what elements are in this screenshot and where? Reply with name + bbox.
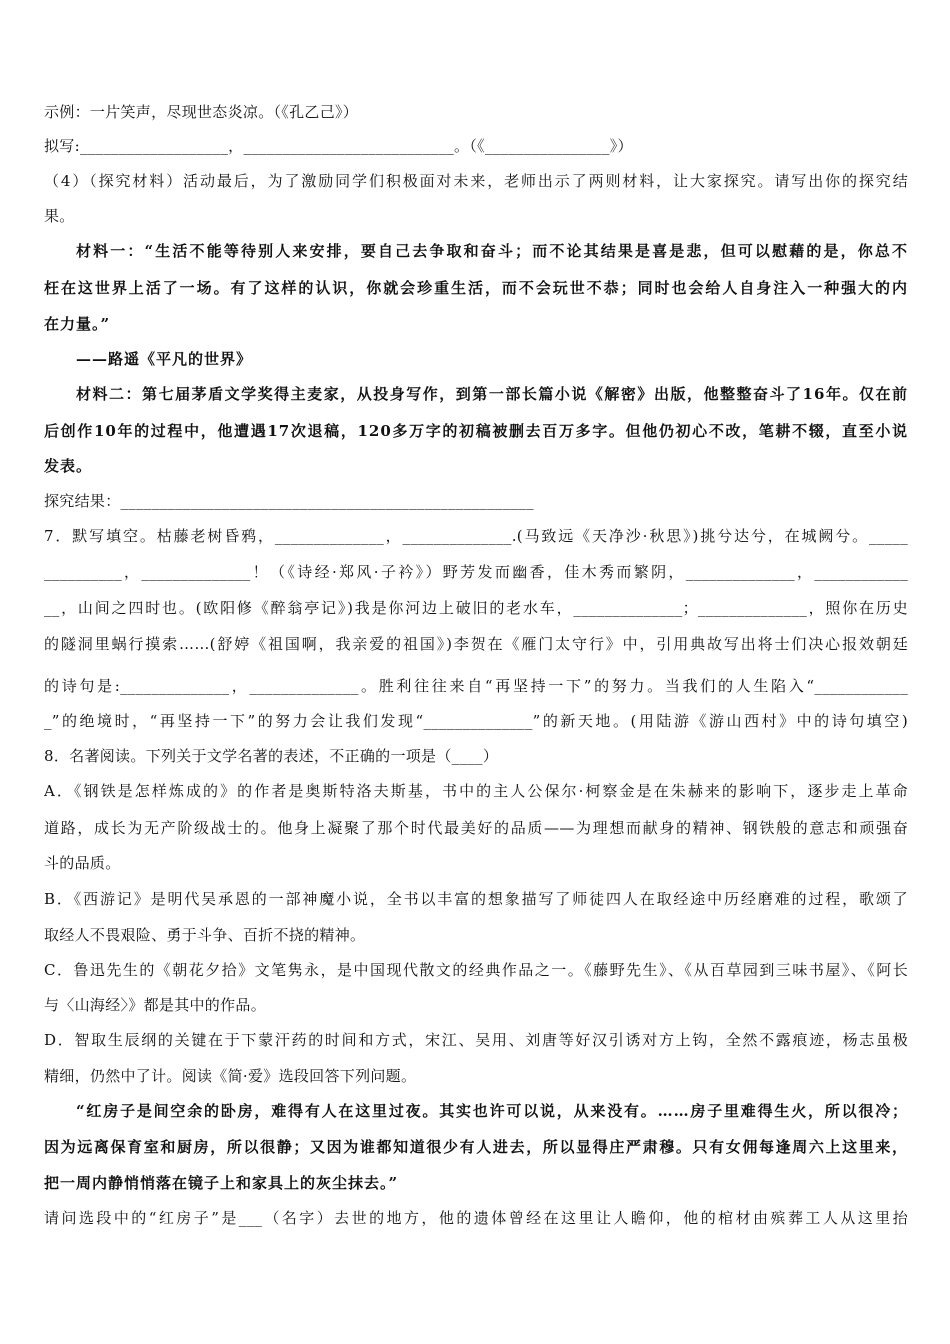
material-one: 材料一：“生活不能等待别人来安排，要自己去争取和奋斗；而不论其结果是喜是悲，但可以慰藉的是，你总不 — [76, 242, 908, 260]
exploration-result-line: 探究结果：_____________________________________________________ — [44, 492, 534, 510]
question-7-cont: 的隧洞里蜗行摸索……(舒婷《祖国啊，我亲爱的祖国》)李贺在《雁门太守行》中，引用典故写出将士们决心报效朝廷 — [44, 635, 908, 653]
material-one-end: 在力量。” — [44, 315, 111, 333]
jane-eyre-excerpt: “红房子是间空余的卧房，难得有人在这里过夜。其实也许可以说，从来没有。……房子里难得生火，所以很冷； — [76, 1102, 908, 1120]
option-b-end: 取经人不畏艰险、勇于斗争、百折不挠的精神。 — [44, 926, 366, 944]
material-two: 材料二：第七届茅盾文学奖得主麦家，从投身写作，到第一部长篇小说《解密》出版，他整整奋斗了16年。仅在前 — [76, 385, 908, 403]
option-d: D．智取生辰纲的关键在于下蒙汗药的时间和方式，宋江、吴用、刘唐等好汉引诱对方上钩，全然不露痕迹，杨志虽极 — [44, 1031, 908, 1049]
question-7: 7．默写填空。枯藤老树昏鸦，______________，______________.(马致远《天净沙·秋思》)挑兮达兮，在城阙兮。_____ — [44, 527, 908, 545]
jane-eyre-excerpt-cont: 因为远离保育室和厨房，所以很静；又因为谁都知道很少有人进去，所以显得庄严肃穆。只有女佣每逢周六上这里来， — [44, 1138, 908, 1156]
question-4-prompt-cont: 果。 — [44, 207, 75, 225]
question-8: 8．名著阅读。下列关于文学名著的表述，不正确的一项是（____） — [44, 747, 499, 765]
imitation-answer-line: 拟写:___________________，___________________________。（《________________》） — [44, 137, 633, 155]
option-a-end: 斗的品质。 — [44, 854, 121, 872]
option-c: C．鲁迅先生的《朝花夕拾》文笔隽永，是中国现代散文的经典作品之一。《藤野先生》、《从百草园到三味书屋》、《阿长 — [44, 961, 908, 979]
option-a: A．《钢铁是怎样炼成的》的作者是奥斯特洛夫斯基，书中的主人公保尔·柯察金是在朱赫来的影响下，逐步走上革命 — [44, 782, 908, 800]
question-7-cont: __，山间之四时也。(欧阳修《醉翁亭记》)我是你河边上破旧的老水车，______________；______________，照你在历史 — [44, 599, 908, 617]
material-two-cont: 后创作10年的过程中，他遭遇17次退稿，120多万字的初稿被删去百万多字。但他仍初心不改，笔耕不辍，直至小说 — [44, 422, 908, 440]
red-room-question: 请问选段中的“红房子”是___（名字）去世的地方，他的遗体曾经在这里让人瞻仰，他的棺材由殡葬工人从这里抬 — [44, 1209, 908, 1227]
question-7-cont: 的诗句是:______________，______________。胜利往往来自“再坚持一下”的努力。当我们的人生陷入“____________ — [44, 677, 908, 695]
question-7-end: _”的绝境时，“再坚持一下”的努力会让我们发现“______________”的新天地。(用陆游《游山西村》中的诗句填空) — [44, 712, 908, 730]
material-one-source: ——路遥《平凡的世界》 — [76, 350, 253, 368]
option-a-cont: 道路，成长为无产阶级战士的。他身上凝聚了那个时代最美好的品质——为理想而献身的精神、钢铁般的意志和顽强奋 — [44, 819, 908, 837]
option-d-end: 精细，仍然中了计。阅读《简·爱》选段回答下列问题。 — [44, 1067, 417, 1085]
example-line: 示例：一片笑声，尽现世态炎凉。（《孔乙己》） — [44, 103, 359, 121]
question-4-prompt: （4）（探究材料）活动最后，为了激励同学们积极面对未来，老师出示了两则材料，让大家探究。请写出你的探究结 — [44, 172, 908, 190]
option-c-end: 与〈山海经〉》都是其中的作品。 — [44, 996, 267, 1014]
jane-eyre-excerpt-end: 把一周内静悄悄落在镜子上和家具上的灰尘抹去。” — [44, 1174, 399, 1192]
question-7-cont: __________，______________！（《诗经·郑风·子衿》）野芳发而幽香，佳木秀而繁阴，______________，____________ — [44, 563, 908, 581]
material-two-end: 发表。 — [44, 457, 93, 475]
material-one-cont: 枉在这世界上活了一场。有了这样的认识，你就会珍重生活，而不会玩世不恭；同时也会给人自身注入一种强大的内 — [44, 279, 908, 297]
option-b: B．《西游记》是明代吴承恩的一部神魔小说，全书以丰富的想象描写了师徒四人在取经途中历经磨难的过程，歌颂了 — [44, 890, 908, 908]
